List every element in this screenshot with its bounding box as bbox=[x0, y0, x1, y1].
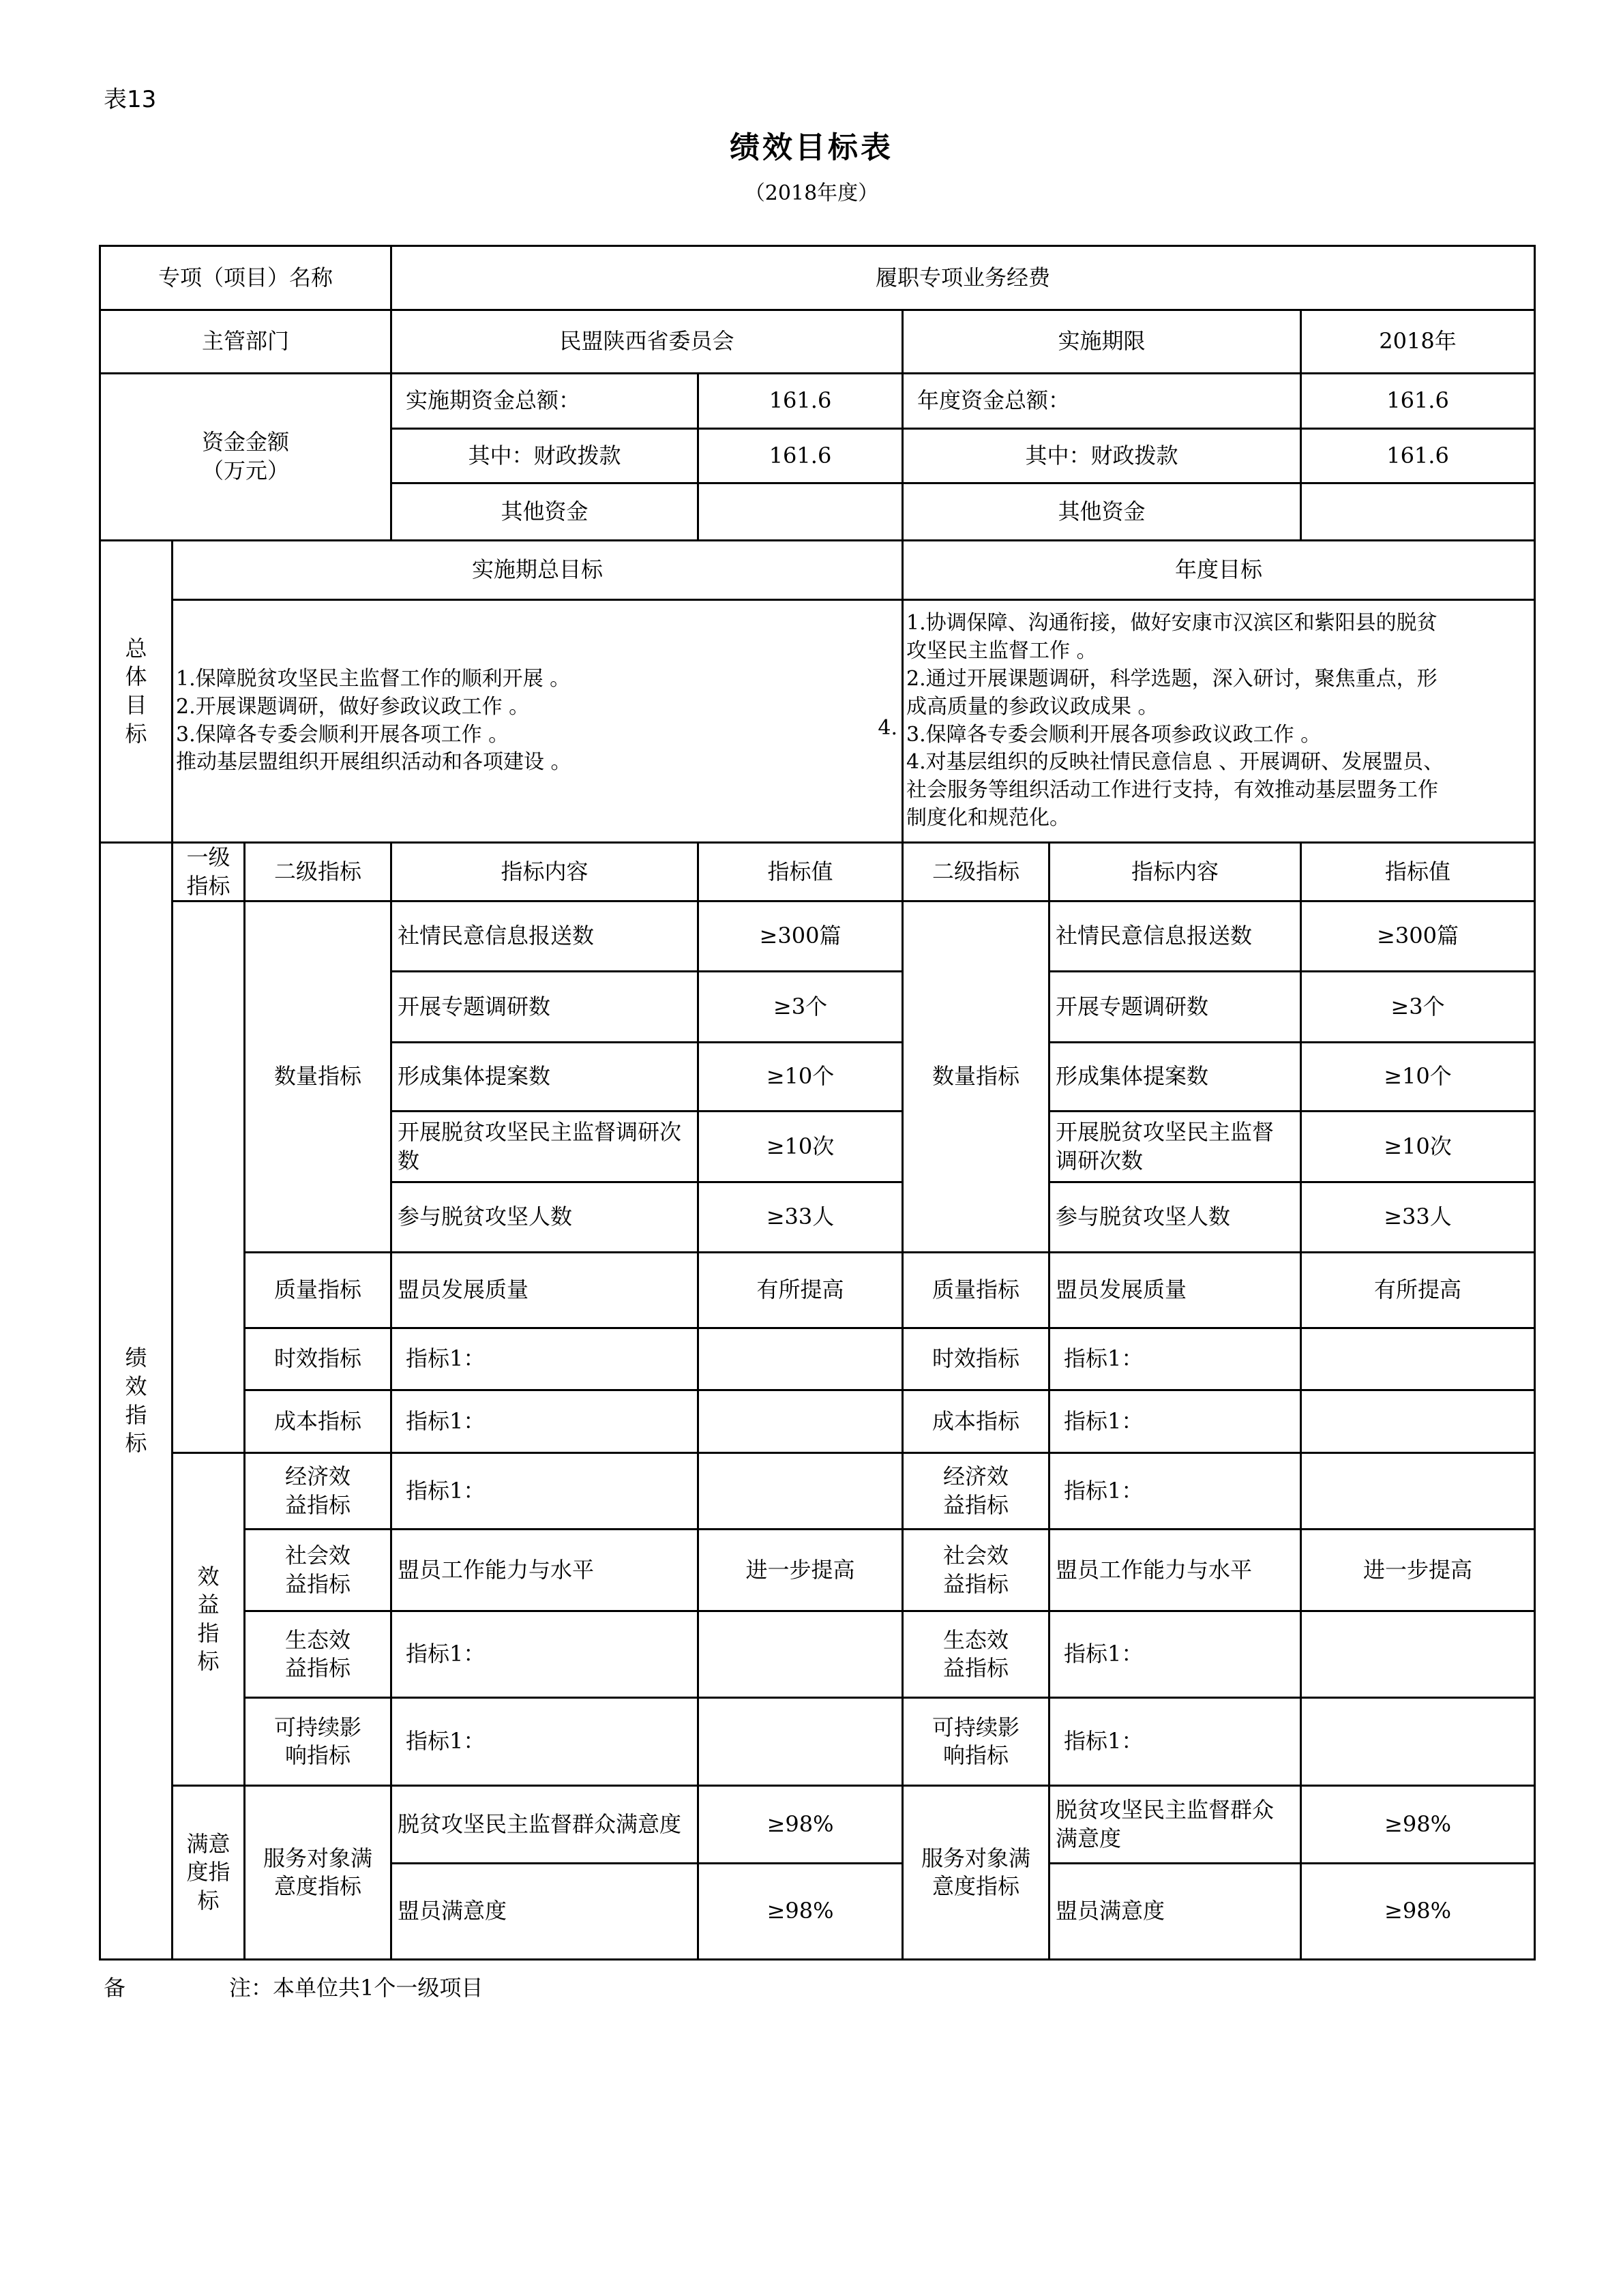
goals-text-row bbox=[100, 600, 1535, 843]
economic-value bbox=[698, 1453, 903, 1530]
indicator-value-annual: ≥3个 bbox=[1301, 972, 1535, 1043]
cost-label-annual: 成本指标 bbox=[903, 1390, 1049, 1453]
funds-total-label: 实施期资金总额： bbox=[391, 374, 698, 429]
department-row bbox=[100, 310, 1535, 374]
table-row bbox=[100, 1453, 1535, 1530]
cost-content-annual: 指标1： bbox=[1049, 1390, 1301, 1453]
goals-annual-text bbox=[903, 600, 1535, 843]
funds-annual-value: 161.6 bbox=[1301, 374, 1535, 429]
service-content-2: 盟员满意度 bbox=[391, 1864, 698, 1960]
indicator-value: ≥33人 bbox=[698, 1182, 903, 1253]
note-text: 注：本单位共1个一级项目 bbox=[229, 1975, 483, 2001]
content-header: 指标内容 bbox=[391, 843, 698, 901]
service-value-2-annual: ≥98% bbox=[1301, 1864, 1535, 1960]
indicator-value-annual: ≥10次 bbox=[1301, 1112, 1535, 1182]
timeliness-value-annual bbox=[1301, 1328, 1535, 1390]
table-row bbox=[100, 1786, 1535, 1864]
funds-label-line1: 资金金额 bbox=[201, 429, 289, 456]
economic-label-annual: 经济效益指标 bbox=[903, 1453, 1049, 1530]
level2-header: 二级指标 bbox=[245, 843, 391, 901]
quality-value-annual: 有所提高 bbox=[1301, 1253, 1535, 1328]
funds-label bbox=[100, 374, 391, 541]
quality-content-annual: 盟员发展质量 bbox=[1049, 1253, 1301, 1328]
project-row bbox=[100, 246, 1535, 310]
table-row bbox=[100, 1253, 1535, 1328]
funds-other-value-annual bbox=[1301, 483, 1535, 541]
timeliness-label-annual: 时效指标 bbox=[903, 1328, 1049, 1390]
indicator-content: 开展专题调研数 bbox=[391, 972, 698, 1043]
cost-value bbox=[698, 1390, 903, 1453]
funds-row-total bbox=[100, 374, 1535, 429]
department-label: 主管部门 bbox=[100, 310, 391, 374]
table-row bbox=[100, 1328, 1535, 1390]
goals-header-row bbox=[100, 541, 1535, 600]
table-number: 表13 bbox=[104, 86, 157, 113]
level2-header-annual: 二级指标 bbox=[903, 843, 1049, 901]
goals-period-line: 2.开展课题调研，做好参政议政工作 。 bbox=[176, 694, 530, 719]
value-header-annual: 指标值 bbox=[1301, 843, 1535, 901]
funds-other-label-annual: 其他资金 bbox=[903, 483, 1301, 541]
indicator-value: ≥10次 bbox=[698, 1112, 903, 1182]
service-content-1-annual: 脱贫攻坚民主监督群众满意度 bbox=[1049, 1786, 1301, 1864]
economic-content: 指标1： bbox=[391, 1453, 698, 1530]
quality-label-annual: 质量指标 bbox=[903, 1253, 1049, 1328]
social-content-annual: 盟员工作能力与水平 bbox=[1049, 1530, 1301, 1611]
social-value-annual: 进一步提高 bbox=[1301, 1530, 1535, 1611]
content-header-annual: 指标内容 bbox=[1049, 843, 1301, 901]
indicator-content: 参与脱贫攻坚人数 bbox=[391, 1182, 698, 1253]
table-row bbox=[100, 901, 1535, 972]
indicator-content: 开展脱贫攻坚民主监督调研次数 bbox=[391, 1112, 698, 1182]
funds-other-value bbox=[698, 483, 903, 541]
social-label: 社会效益指标 bbox=[245, 1530, 391, 1611]
period-label: 实施期限 bbox=[903, 310, 1301, 374]
funds-fiscal-label: 其中：财政拨款 bbox=[391, 429, 698, 483]
goals-period-line: 1.保障脱贫攻坚民主监督工作的顺利开展 。 bbox=[176, 666, 571, 691]
funds-fiscal-label-annual: 其中：财政拨款 bbox=[903, 429, 1301, 483]
performance-goal-table bbox=[99, 245, 1536, 1960]
ecological-content-annual: 指标1： bbox=[1049, 1611, 1301, 1698]
quality-value: 有所提高 bbox=[698, 1253, 903, 1328]
cost-value-annual bbox=[1301, 1390, 1535, 1453]
indicator-value-annual: ≥300篇 bbox=[1301, 901, 1535, 972]
note-label: 备 bbox=[104, 1975, 126, 2001]
funds-annual-label: 年度资金总额： bbox=[903, 374, 1301, 429]
sustainable-value bbox=[698, 1698, 903, 1786]
document-title: 绩效目标表 bbox=[730, 130, 893, 165]
sustainable-value-annual bbox=[1301, 1698, 1535, 1786]
service-value-2: ≥98% bbox=[698, 1864, 903, 1960]
timeliness-value bbox=[698, 1328, 903, 1390]
timeliness-label: 时效指标 bbox=[245, 1328, 391, 1390]
indicator-content: 形成集体提案数 bbox=[391, 1043, 698, 1112]
goals-annual-line: 3.保障各专委会顺利开展各项参政议政工作 。 bbox=[906, 722, 1322, 747]
goals-annual-line: 社会服务等组织活动工作进行支持，有效推动基层盟务工作 bbox=[906, 778, 1438, 803]
value-header: 指标值 bbox=[698, 843, 903, 901]
ecological-value bbox=[698, 1611, 903, 1698]
quality-content: 盟员发展质量 bbox=[391, 1253, 698, 1328]
goals-period-header: 实施期总目标 bbox=[173, 541, 903, 600]
indicator-value: ≥300篇 bbox=[698, 901, 903, 972]
indicators-side-label: 绩效指标 bbox=[100, 843, 173, 1960]
indicator-value-annual: ≥33人 bbox=[1301, 1182, 1535, 1253]
indicator-content-annual: 开展专题调研数 bbox=[1049, 972, 1301, 1043]
output-label bbox=[173, 901, 245, 1453]
project-label: 专项（项目）名称 bbox=[100, 246, 391, 310]
goals-annual-header: 年度目标 bbox=[903, 541, 1535, 600]
cost-content: 指标1： bbox=[391, 1390, 698, 1453]
indicator-value: ≥3个 bbox=[698, 972, 903, 1043]
economic-content-annual: 指标1： bbox=[1049, 1453, 1301, 1530]
goals-side-label: 总体目标 bbox=[100, 541, 173, 843]
document-year: （2018年度） bbox=[744, 181, 879, 205]
goals-annual-line: 1.协调保障、沟通衔接，做好安康市汉滨区和紫阳县的脱贫 bbox=[906, 611, 1438, 636]
goals-annual-line: 攻坚民主监督工作 。 bbox=[906, 639, 1097, 664]
period-value: 2018年 bbox=[1301, 310, 1535, 374]
service-content-2-annual: 盟员满意度 bbox=[1049, 1864, 1301, 1960]
goals-annual-line: 制度化和规范化。 bbox=[906, 805, 1070, 830]
indicator-content: 社情民意信息报送数 bbox=[391, 901, 698, 972]
indicator-value: ≥10个 bbox=[698, 1043, 903, 1112]
project-value: 履职专项业务经费 bbox=[391, 246, 1535, 310]
table-row bbox=[100, 1698, 1535, 1786]
ecological-label-annual: 生态效益指标 bbox=[903, 1611, 1049, 1698]
quantity-label: 数量指标 bbox=[245, 901, 391, 1253]
sustainable-content: 指标1： bbox=[391, 1698, 698, 1786]
satisfaction-label: 满意度指标 bbox=[173, 1786, 245, 1960]
goals-annual-line: 2.通过开展课题调研，科学选题，深入研讨，聚焦重点，形 bbox=[906, 666, 1438, 691]
sustainable-label-annual: 可持续影响指标 bbox=[903, 1698, 1049, 1786]
table-row bbox=[100, 1611, 1535, 1698]
funds-fiscal-value: 161.6 bbox=[698, 429, 903, 483]
indicator-content-annual: 开展脱贫攻坚民主监督调研次数 bbox=[1049, 1112, 1301, 1182]
benefit-label: 效益指标 bbox=[173, 1453, 245, 1786]
sustainable-content-annual: 指标1： bbox=[1049, 1698, 1301, 1786]
goals-annual-line: 成高质量的参政议政成果 。 bbox=[906, 694, 1159, 719]
goals-annual-line: 4.对基层组织的反映社情民意信息 、开展调研、发展盟员、 bbox=[906, 750, 1444, 775]
funds-fiscal-value-annual: 161.6 bbox=[1301, 429, 1535, 483]
quality-label: 质量指标 bbox=[245, 1253, 391, 1328]
funds-label-line2: （万元） bbox=[201, 458, 289, 483]
goals-period-line: 推动基层盟组织开展组织活动和各项建设 。 bbox=[176, 750, 571, 775]
ecological-content: 指标1： bbox=[391, 1611, 698, 1698]
indicator-value-annual: ≥10个 bbox=[1301, 1043, 1535, 1112]
timeliness-content: 指标1： bbox=[391, 1328, 698, 1390]
ecological-label: 生态效益指标 bbox=[245, 1611, 391, 1698]
service-value-1: ≥98% bbox=[698, 1786, 903, 1864]
department-value: 民盟陕西省委员会 bbox=[391, 310, 903, 374]
cost-label: 成本指标 bbox=[245, 1390, 391, 1453]
table-row bbox=[100, 1530, 1535, 1611]
level1-header: 一级 指标 bbox=[173, 843, 245, 901]
sustainable-label: 可持续影响指标 bbox=[245, 1698, 391, 1786]
economic-value-annual bbox=[1301, 1453, 1535, 1530]
goals-period-text bbox=[173, 600, 903, 843]
indicator-content-annual: 形成集体提案数 bbox=[1049, 1043, 1301, 1112]
timeliness-content-annual: 指标1： bbox=[1049, 1328, 1301, 1390]
quantity-label-annual: 数量指标 bbox=[903, 901, 1049, 1253]
social-label-annual: 社会效益指标 bbox=[903, 1530, 1049, 1611]
service-label-annual: 服务对象满意度指标 bbox=[903, 1786, 1049, 1960]
funds-total-value: 161.6 bbox=[698, 374, 903, 429]
service-label: 服务对象满意度指标 bbox=[245, 1786, 391, 1960]
indicator-header-row bbox=[100, 843, 1535, 901]
social-value: 进一步提高 bbox=[698, 1530, 903, 1611]
goals-period-line: 3.保障各专委会顺利开展各项工作 。 bbox=[176, 722, 509, 747]
table-row bbox=[100, 1390, 1535, 1453]
indicator-content-annual: 参与脱贫攻坚人数 bbox=[1049, 1182, 1301, 1253]
economic-label: 经济效益指标 bbox=[245, 1453, 391, 1530]
goals-period-marker: 4. bbox=[878, 716, 897, 740]
service-value-1-annual: ≥98% bbox=[1301, 1786, 1535, 1864]
service-content-1: 脱贫攻坚民主监督群众满意度 bbox=[391, 1786, 698, 1864]
indicator-content-annual: 社情民意信息报送数 bbox=[1049, 901, 1301, 972]
social-content: 盟员工作能力与水平 bbox=[391, 1530, 698, 1611]
ecological-value-annual bbox=[1301, 1611, 1535, 1698]
funds-other-label: 其他资金 bbox=[391, 483, 698, 541]
